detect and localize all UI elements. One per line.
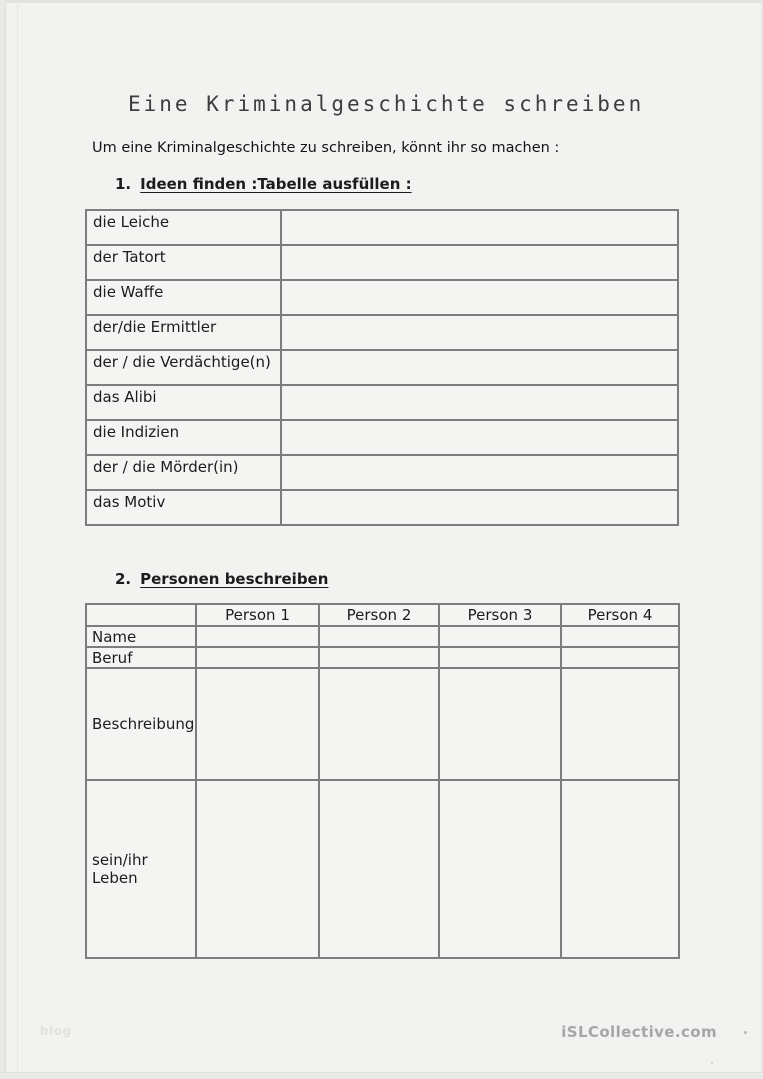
section-1-heading	[115, 175, 412, 193]
scan-artifact-dot	[711, 1062, 713, 1064]
answer-cell	[281, 280, 678, 315]
row-label: das Motiv	[86, 490, 281, 525]
answer-cell	[561, 626, 679, 647]
section-1-title: Ideen finden :Tabelle ausfüllen :	[140, 175, 412, 193]
corner-cell	[86, 604, 196, 626]
answer-cell	[196, 626, 319, 647]
answer-cell	[561, 780, 679, 958]
answer-cell	[439, 647, 561, 668]
answer-cell	[281, 455, 678, 490]
table-row	[86, 455, 678, 490]
brand-watermark: iSLCollective.com	[561, 1023, 717, 1041]
answer-cell	[281, 490, 678, 525]
table-row	[86, 350, 678, 385]
persons-table	[85, 603, 680, 959]
answer-cell	[319, 626, 439, 647]
row-label: Name	[86, 626, 196, 647]
row-label: Beschreibung	[86, 668, 196, 780]
answer-cell	[281, 210, 678, 245]
table-row	[86, 315, 678, 350]
answer-cell	[319, 780, 439, 958]
table-row	[86, 210, 678, 245]
table-row	[86, 780, 679, 958]
table-row	[86, 245, 678, 280]
row-label: das Alibi	[86, 385, 281, 420]
page-edge-left-line	[17, 4, 18, 1072]
section-2-number: 2.	[115, 570, 132, 588]
section-2-title: Personen beschreiben	[140, 570, 329, 588]
page-title: Eine Kriminalgeschichte schreiben	[128, 92, 645, 116]
answer-cell	[196, 647, 319, 668]
table-row	[86, 626, 679, 647]
answer-cell	[281, 420, 678, 455]
table-row	[86, 647, 679, 668]
answer-cell	[439, 668, 561, 780]
scan-artifact-dot	[744, 1031, 747, 1034]
answer-cell	[319, 647, 439, 668]
row-label: die Indizien	[86, 420, 281, 455]
row-label: der / die Mörder(in)	[86, 455, 281, 490]
table-row	[86, 420, 678, 455]
answer-cell	[196, 780, 319, 958]
answer-cell	[439, 780, 561, 958]
answer-cell	[196, 668, 319, 780]
page-edge-top	[0, 0, 763, 3]
section-1-number: 1.	[115, 175, 132, 193]
section-2-heading	[115, 570, 328, 588]
row-label: die Leiche	[86, 210, 281, 245]
intro-text: Um eine Kriminalgeschichte zu schreiben, könnt ihr so machen :	[92, 140, 560, 156]
answer-cell	[281, 315, 678, 350]
row-label: der Tatort	[86, 245, 281, 280]
row-label: der/die Ermittler	[86, 315, 281, 350]
answer-cell	[561, 668, 679, 780]
row-label: der / die Verdächtige(n)	[86, 350, 281, 385]
answer-cell	[439, 626, 561, 647]
footer-watermark: blog	[40, 1024, 72, 1038]
answer-cell	[561, 647, 679, 668]
column-header: Person 2	[319, 604, 439, 626]
table-row	[86, 668, 679, 780]
column-header: Person 4	[561, 604, 679, 626]
table-header-row	[86, 604, 679, 626]
page-edge-left	[0, 0, 6, 1079]
column-header: Person 3	[439, 604, 561, 626]
answer-cell	[319, 668, 439, 780]
page-edge-bottom	[0, 1072, 763, 1079]
answer-cell	[281, 245, 678, 280]
row-label: sein/ihr Leben	[86, 780, 196, 958]
row-label: Beruf	[86, 647, 196, 668]
answer-cell	[281, 385, 678, 420]
table-row	[86, 280, 678, 315]
answer-cell	[281, 350, 678, 385]
table-row	[86, 490, 678, 525]
ideas-table	[85, 209, 679, 526]
table-row	[86, 385, 678, 420]
row-label: die Waffe	[86, 280, 281, 315]
column-header: Person 1	[196, 604, 319, 626]
